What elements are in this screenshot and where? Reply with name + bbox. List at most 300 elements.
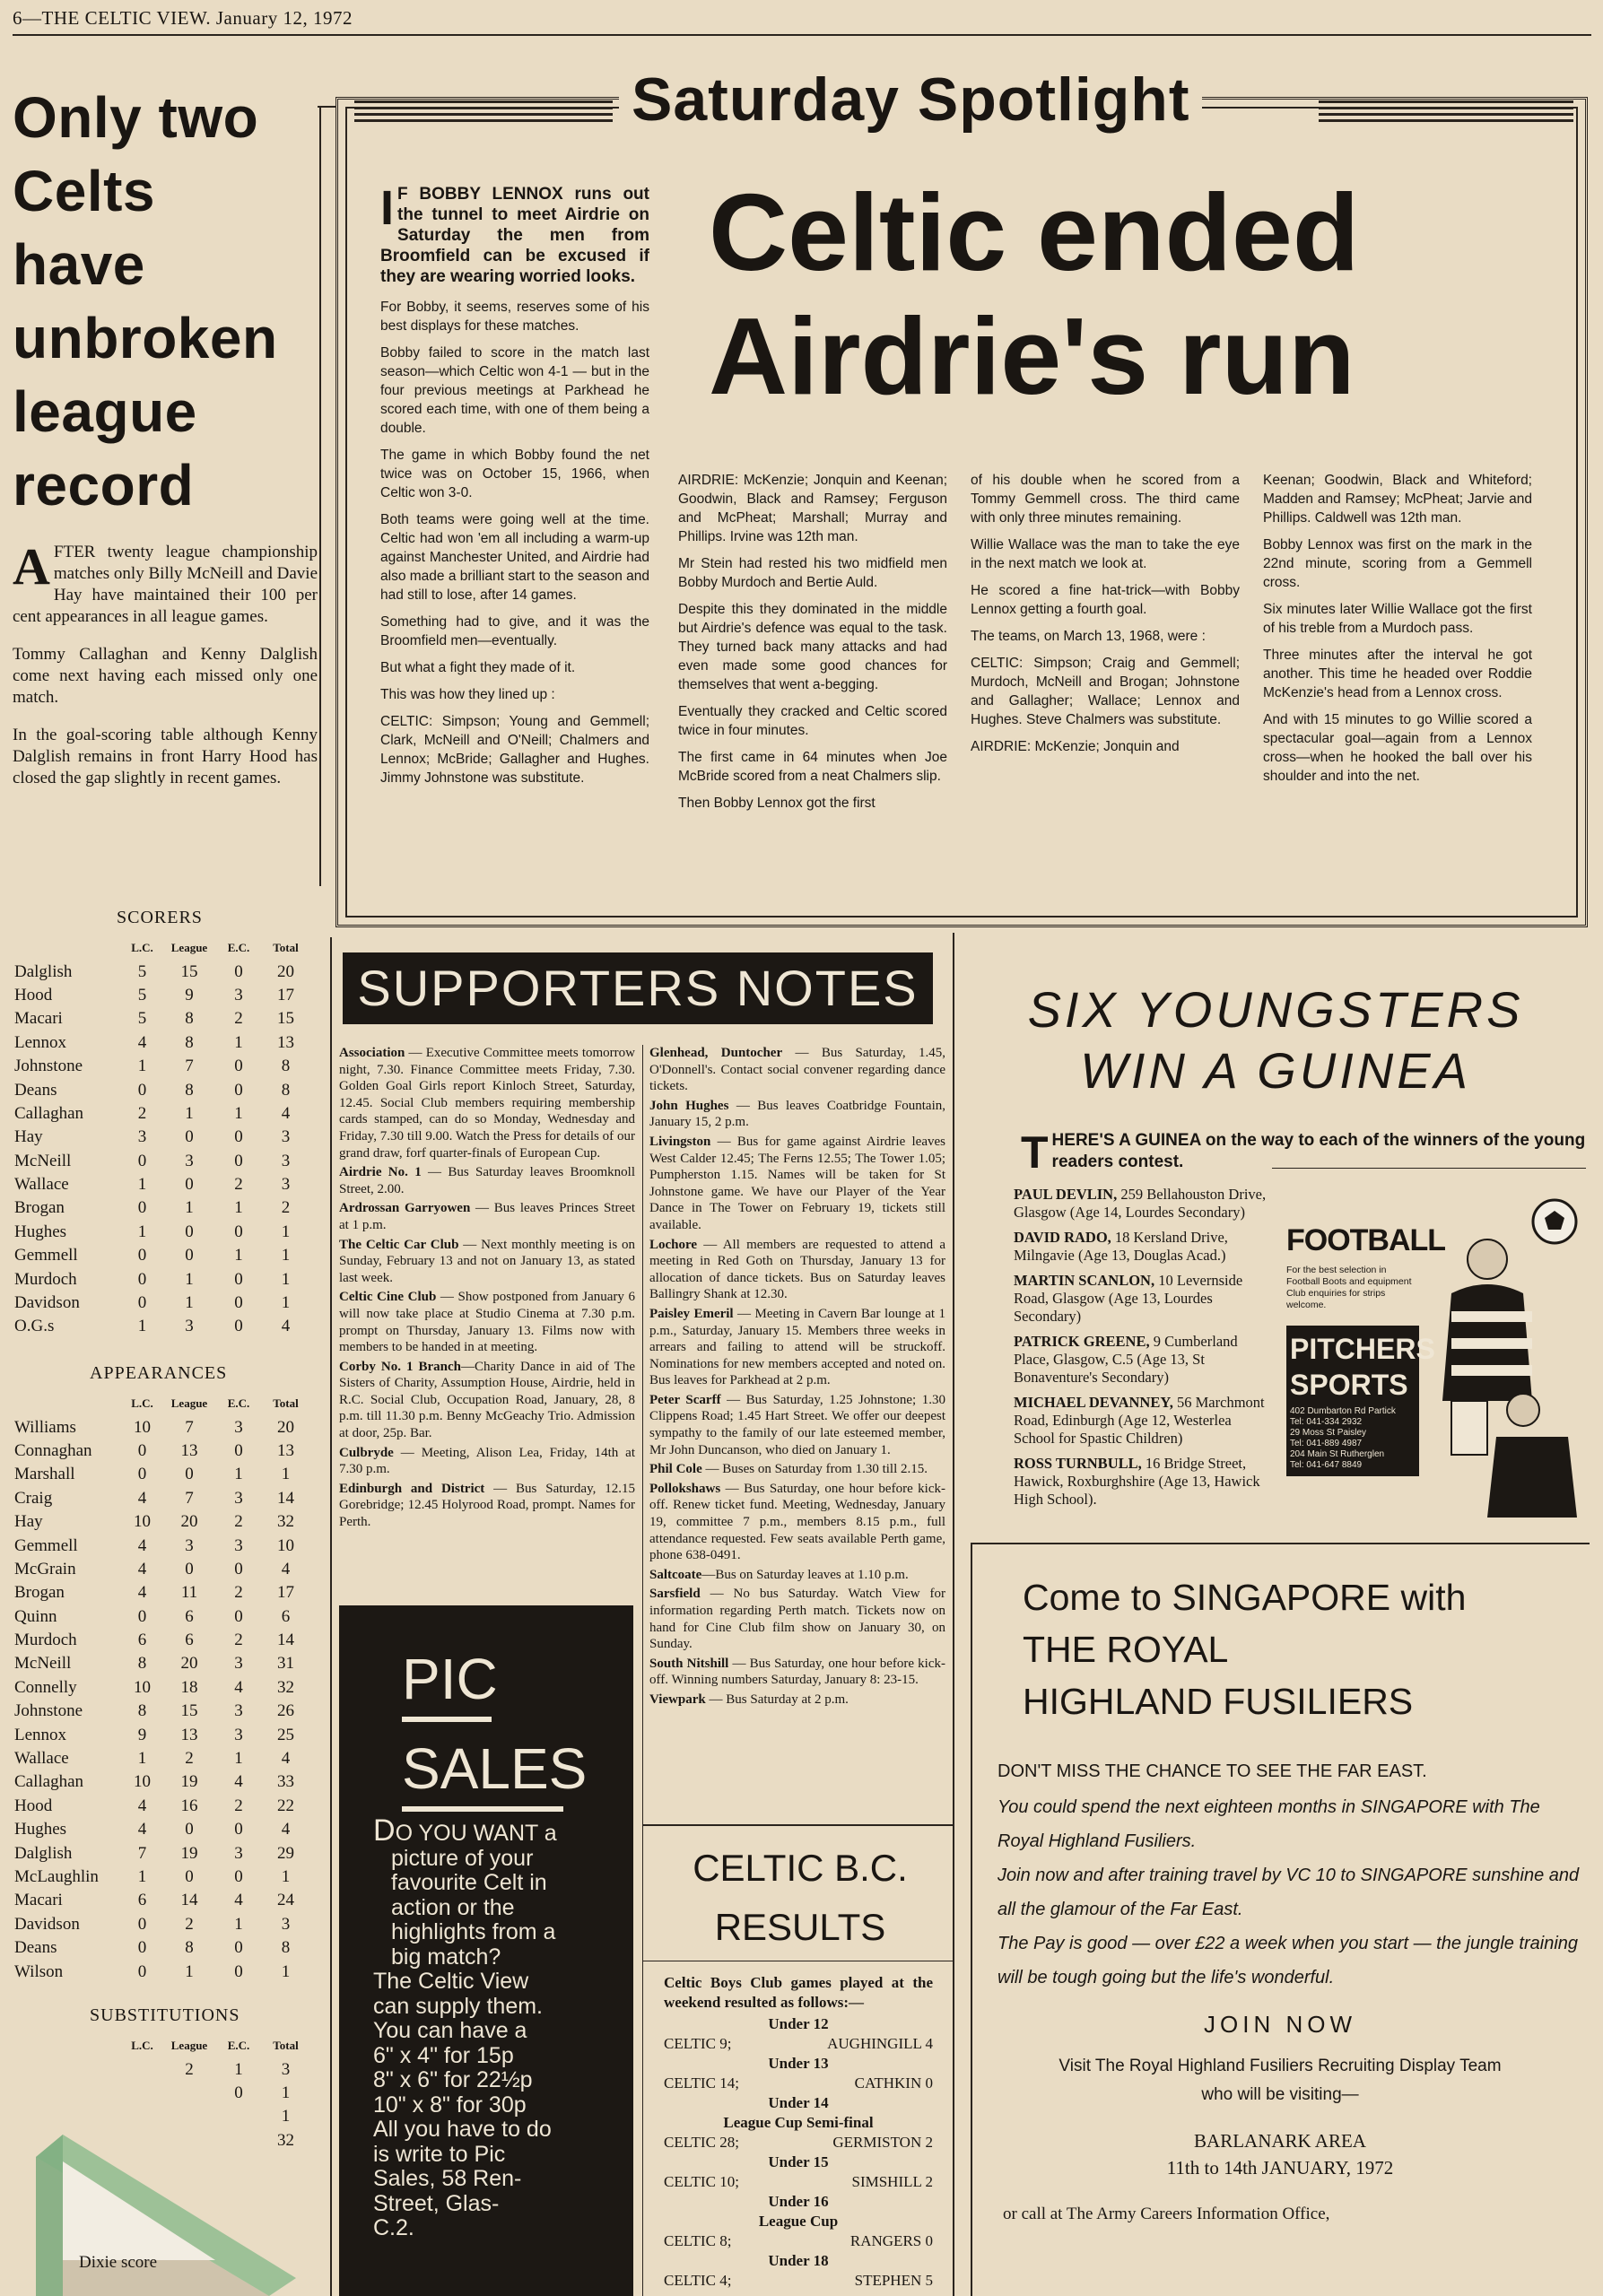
player-name: Gemmell	[14, 1535, 78, 1555]
stat-value: 4	[137, 1583, 147, 1603]
stat-value: 0	[234, 1440, 243, 1460]
stat-value: 1	[137, 1057, 147, 1076]
stat-value: 3	[281, 1127, 291, 1147]
stat-value: 1	[281, 1293, 291, 1313]
player-name: Dalglish	[14, 961, 73, 981]
article-paragraph: Bobby failed to score in the match last season—which Celtic won 4-1 — but in the four previous meetings at Parkhead he scored each time, with one of them being a double.	[380, 345, 649, 436]
result-row	[664, 2231, 933, 2251]
away-team: CATHKIN	[854, 2074, 922, 2092]
stat-value: 10	[134, 1677, 151, 1697]
headline-line: unbroken	[13, 306, 278, 370]
table-row	[14, 1581, 310, 1605]
stat-value: 29	[277, 1843, 294, 1863]
note-branch: Edinburgh and District	[339, 1481, 485, 1496]
stat-value: 2	[185, 1914, 194, 1934]
stat-value: 0	[234, 1961, 243, 1981]
pic-sales-line: Street, Glas-	[373, 2190, 500, 2216]
stat-value: 5	[137, 985, 147, 1004]
stat-value: 0	[234, 1127, 243, 1147]
note-text: — Bus leaves Princes Street at 1 p.m.	[339, 1201, 635, 1232]
scorers-title: SCORERS	[117, 908, 203, 927]
supporters-notes-banner: SUPPORTERS NOTES	[343, 952, 933, 1024]
age-group-label: Under 18	[768, 2252, 829, 2269]
corner-caption: Dixie score	[79, 2253, 158, 2272]
pitchers-sports-logo	[1286, 1326, 1435, 1476]
stat-value: 3	[281, 1175, 291, 1195]
age-group-label: Under 12	[768, 2015, 829, 2032]
stat-value: 1	[185, 1103, 194, 1123]
table-row	[14, 2082, 310, 2105]
top-rule	[13, 34, 1591, 36]
army-footer: or call at The Army Careers Information Office,	[1003, 2205, 1330, 2223]
stat-value: 0	[137, 1198, 147, 1218]
stat-value: 16	[180, 1796, 198, 1815]
spotlight-column-2	[678, 471, 947, 821]
stat-value: 0	[234, 1317, 243, 1336]
note-branch: Pollokshaws	[649, 1481, 721, 1496]
article-paragraph: Both teams were going well at the time. Celtic had won 'em all including a warm-up against Manchester United, and Airdrie had also made a brilliant start to the season and had still to lose, after 14 games.	[380, 512, 649, 603]
note-text: — All members are requested to attend a meeting in Red Goth on Thursday, January 13 for allocation of dance tickets. Bus on Saturday leaves Ballingry Shank at 12.30.	[649, 1237, 945, 1302]
stat-value: 13	[277, 1440, 294, 1460]
column-header: E.C.	[227, 1396, 250, 1411]
stat-value: 32	[277, 1512, 294, 1532]
stat-value: 7	[185, 1488, 194, 1508]
winner-name: DAVID RADO,	[1014, 1229, 1111, 1246]
stat-value: 17	[277, 1583, 294, 1603]
player-name: Wilson	[14, 1961, 64, 1981]
winner-name: MARTIN SCANLON,	[1014, 1272, 1155, 1289]
player-name: Deans	[14, 1938, 57, 1958]
table-row	[14, 1126, 310, 1149]
age-group-label: Under 16	[768, 2193, 829, 2210]
spotlight-headline	[709, 170, 1570, 418]
note-item	[649, 1134, 945, 1234]
stat-value: 0	[185, 1127, 194, 1147]
stat-value: 10	[134, 1417, 151, 1437]
winner-details: 18 Kersland Drive, Milngavie (Age 13, Douglas Acad.)	[1014, 1229, 1228, 1264]
article-paragraph: of his double when he scored from a Tommy Gemmell cross. The third came with only three minutes remaining.	[971, 473, 1240, 526]
stat-value: 1	[234, 1914, 243, 1934]
stat-value: 24	[277, 1891, 294, 1910]
note-text: — Meeting, Alison Lea, Friday, 14th at 7.30 p.m.	[339, 1445, 635, 1477]
player-name: McGrain	[14, 1559, 76, 1578]
note-item	[649, 1045, 945, 1095]
note-item	[339, 1200, 635, 1233]
stat-value: 0	[234, 1080, 243, 1100]
stat-value: 13	[180, 1725, 198, 1744]
ad-tagline: For the best selection in Football Boots and equipment Club enquiries for strips welcome.	[1286, 1265, 1412, 1310]
note-text: — Bus for game against Airdrie leaves West Calder 12.45; The Ferns 12.55; The Tower 1.05; Pumpherston 1.15. Names will be taken for St Johnstone game. We have our Player of the Year Dance in The Tower on February 19, tickets still available.	[649, 1134, 945, 1232]
army-dates: 11th to 14th JANUARY, 1972	[1166, 2157, 1394, 2179]
pic-sales-line: big match?	[391, 1944, 501, 1970]
stat-value: 3	[281, 1151, 291, 1170]
table-row	[14, 1487, 310, 1510]
left-column	[13, 81, 318, 805]
stat-value: 2	[185, 2059, 194, 2079]
stat-value: 5	[137, 961, 147, 981]
note-item	[649, 1586, 945, 1652]
stat-value: 4	[281, 1749, 291, 1769]
army-headline-line: Come to SINGAPORE with	[1023, 1577, 1467, 1618]
stat-value: 3	[185, 1151, 194, 1170]
column-rule	[642, 1045, 643, 2296]
spotlight-title: Saturday Spotlight	[619, 65, 1202, 135]
article-paragraph: Six minutes later Willie Wallace got the first of his treble from a Murdoch pass.	[1263, 602, 1532, 636]
stat-value: 0	[234, 1222, 243, 1241]
table-header-row	[14, 2034, 310, 2057]
stat-value: 0	[185, 1222, 194, 1241]
article-paragraph: For Bobby, it seems, reserves some of his best displays for these matches.	[380, 300, 649, 334]
table-row	[14, 1244, 310, 1267]
lead-text: F BOBBY LENNOX runs out the tunnel to meet Airdrie on Saturday the men from Broomfield can be excused if they are wearing worried looks.	[380, 185, 649, 286]
player-name: Connaghan	[14, 1440, 92, 1460]
winner-entry	[1014, 1333, 1267, 1387]
note-branch: Culbryde	[339, 1445, 394, 1460]
table-row	[14, 1315, 310, 1338]
army-paragraph: You could spend the next eighteen months in SINGAPORE with The Royal Highland Fusiliers.	[998, 1797, 1540, 1851]
player-name: Connelly	[14, 1677, 77, 1697]
winner-details: 16 Bridge Street, Hawick, Roxburghshire (Age 13, Hawick High School).	[1014, 1455, 1260, 1508]
winner-details: 56 Marchmont Road, Edinburgh (Age 12, Westerlea School for Spastic Children)	[1014, 1394, 1265, 1447]
age-group-label: Under 13	[768, 2055, 829, 2072]
pic-sales-line: 10" x 8" for 30p	[373, 2092, 527, 2118]
winner-name: PATRICK GREENE,	[1014, 1333, 1150, 1350]
army-paragraph: The Pay is good — over £22 a week when you start — the jungle training will be tough going but the life's wonderful.	[998, 1934, 1579, 1987]
article-paragraph: Keenan; Goodwin, Black and Whiteford; Madden and Ramsey; McPheat; Jarvie and Phillips. Caldwell was 12th man.	[1263, 473, 1532, 526]
stat-value: 1	[281, 1269, 291, 1289]
player-name: McNeill	[14, 1654, 72, 1674]
stat-value: 13	[180, 1440, 198, 1460]
stat-value: 20	[180, 1654, 198, 1674]
stat-value: 1	[185, 1961, 194, 1981]
folded-corner	[0, 2126, 323, 2296]
table-row	[14, 1078, 310, 1101]
note-branch: Ardrossan Garryowen	[339, 1201, 471, 1216]
stat-value: 8	[137, 1654, 147, 1674]
column-header: L.C.	[131, 1396, 153, 1411]
stat-value: 4	[137, 1796, 147, 1815]
stat-value: 0	[234, 1559, 243, 1578]
stat-value: 15	[180, 1701, 198, 1721]
column-header: L.C.	[131, 941, 153, 955]
stat-value: 8	[281, 1057, 291, 1076]
pic-sales-line: Sales, 58 Ren-	[373, 2166, 522, 2191]
stat-value: 20	[277, 961, 294, 981]
player-name: Callaghan	[14, 1103, 84, 1123]
stat-value: 3	[234, 1843, 243, 1863]
home-score: 9;	[719, 2035, 732, 2052]
player-name: Hay	[14, 1127, 43, 1147]
bc-results-title	[648, 1839, 953, 1957]
stat-value: 0	[137, 1151, 147, 1170]
spotlight-column-4	[1263, 471, 1532, 794]
stat-value: 15	[277, 1009, 294, 1029]
table-row	[14, 1652, 310, 1675]
table-row	[14, 1534, 310, 1557]
stat-value: 4	[281, 1103, 291, 1123]
note-text: — Buses on Saturday from 1.30 till 2.15.	[701, 1462, 928, 1477]
table-row	[14, 1196, 310, 1220]
appearances-title: APPEARANCES	[90, 1363, 228, 1383]
note-branch: Corby No. 1 Branch	[339, 1359, 462, 1374]
stat-value: 1	[234, 1749, 243, 1769]
stat-value: 1	[281, 2083, 291, 2102]
stat-value: 0	[137, 1293, 147, 1313]
table-row	[14, 1292, 310, 1315]
title-stripes-left	[354, 100, 613, 126]
stat-value: 2	[234, 1796, 243, 1815]
table-row	[14, 1747, 310, 1770]
table-row	[14, 1102, 310, 1126]
note-text: — Bus leaves Coatbridge Fountain, January 15, 2 p.m.	[649, 1098, 945, 1130]
result-row	[664, 2034, 933, 2054]
footballer-illustration-icon	[1416, 1186, 1586, 1518]
stat-value: 1	[234, 2059, 243, 2079]
stat-value: 0	[137, 1440, 147, 1460]
note-text: —Bus on Saturday leaves at 1.10 p.m.	[701, 1567, 909, 1582]
pic-sales-line: action or the	[391, 1894, 515, 1920]
stat-value: 4	[137, 1820, 147, 1839]
player-name: Johnstone	[14, 1701, 83, 1721]
player-name: Murdoch	[14, 1269, 77, 1289]
stat-value: 1	[137, 1317, 147, 1336]
note-item	[339, 1237, 635, 1287]
stat-value: 1	[234, 1246, 243, 1265]
stat-value: 0	[137, 1938, 147, 1958]
player-name: Davidson	[14, 1293, 80, 1313]
stat-value: 14	[277, 1488, 294, 1508]
table-row	[14, 1510, 310, 1534]
stat-value: 1	[281, 1246, 291, 1265]
note-text: — Executive Committee meets tomorrow night, 7.30. Finance Committee meets Friday, 7.30. Golden Goal Girls report Kinloch Street, Saturday, 12.45. Social Club members requiring membership cards stamped, can do so Monday, Wednesday and Friday, 7.30 till 9.00. Watch the Press for details of our grand draw, forf quarter-finals of European Cup.	[339, 1046, 635, 1161]
article-paragraph: The teams, on March 13, 1968, were :	[971, 629, 1206, 644]
table-row	[14, 1960, 310, 1983]
player-name: Quinn	[14, 1606, 57, 1626]
table-row	[14, 1913, 310, 1936]
stat-value: 4	[234, 1891, 243, 1910]
shop-address: Tel: 041-334 2932	[1290, 1417, 1363, 1427]
away-team: GERMISTON	[832, 2134, 922, 2151]
stat-value: 15	[180, 961, 198, 981]
stat-value: 1	[185, 1269, 194, 1289]
away-team: AUGHINGILL	[827, 2035, 922, 2052]
note-text: — Bus Saturday at 2 p.m.	[705, 1692, 849, 1707]
stat-value: 1	[137, 1867, 147, 1886]
stat-value: 8	[185, 1080, 194, 1100]
stat-value: 20	[277, 1417, 294, 1437]
stat-value: 6	[185, 1606, 194, 1626]
home-team: CELTIC	[664, 2232, 716, 2249]
stat-value: 1	[185, 1293, 194, 1313]
winner-name: PAUL DEVLIN,	[1014, 1186, 1118, 1203]
stat-value: 1	[137, 1175, 147, 1195]
winner-entry	[1014, 1455, 1267, 1509]
table-row	[14, 1055, 310, 1078]
stat-value: 31	[277, 1654, 294, 1674]
stat-value: 2	[234, 1631, 243, 1650]
note-branch: Glenhead, Duntocher	[649, 1046, 783, 1060]
spotlight-lead	[380, 181, 649, 287]
article-paragraph: But what a fight they made of it.	[380, 660, 576, 675]
player-name: Brogan	[14, 1198, 65, 1218]
army-headline-line: HIGHLAND FUSILIERS	[1023, 1681, 1414, 1722]
winner-entry	[1014, 1186, 1267, 1222]
stat-value: 0	[234, 1938, 243, 1958]
stat-value: 1	[281, 1961, 291, 1981]
stat-value: 7	[185, 1417, 194, 1437]
note-item	[649, 1656, 945, 1689]
table-row	[14, 1889, 310, 1912]
pic-sales-box	[339, 1605, 633, 2296]
note-text: — Bus Saturday leaves Broomknoll Street, 2.00.	[339, 1165, 635, 1196]
shop-address: 29 Moss St Paisley	[1290, 1428, 1367, 1438]
home-score: 8;	[719, 2232, 732, 2249]
stat-value: 0	[185, 1559, 194, 1578]
stat-value: 26	[277, 1701, 294, 1721]
football-heading: FOOTBALL	[1286, 1223, 1446, 1257]
stat-value: 3	[234, 1488, 243, 1508]
stat-value: 0	[137, 1269, 147, 1289]
article-paragraph: CELTIC: Simpson; Craig and Gemmell; Murdoch, McNeill and Brogan; Johnstone and Gallagher; Wallace; Lennox and Hughes. Steve Chalmers was substitute.	[971, 656, 1240, 727]
stat-value	[122, 2057, 162, 2081]
table-row	[14, 1415, 310, 1439]
column-header: League	[170, 1396, 208, 1411]
note-text: — Bus Saturday, one hour before kick-off. Winning numbers Saturday, January 8: 23-15.	[649, 1656, 946, 1688]
stat-value: 4	[281, 1559, 291, 1578]
stat-value: 0	[185, 1246, 194, 1265]
player-name: McLaughlin	[14, 1867, 99, 1886]
stat-value: 1	[281, 2107, 291, 2126]
article-paragraph: Tommy Callaghan and Kenny Dalglish come next having each missed only one match.	[13, 645, 318, 707]
player-name: Callaghan	[14, 1772, 84, 1792]
stat-value: 1	[234, 1465, 243, 1484]
note-branch: Livingston	[649, 1134, 711, 1149]
column-rule	[953, 933, 954, 2296]
age-group-label: Under 14	[768, 2094, 829, 2111]
stat-value: 2	[234, 1512, 243, 1532]
stat-value: 8	[137, 1701, 147, 1721]
lead-text: HERE'S A GUINEA on the way to each of the winners of the young readers contest.	[1051, 1131, 1586, 1171]
article-paragraph: The game in which Bobby found the net twice was on October 15, 1966, when Celtic won 3-0.	[380, 448, 649, 500]
column-header: Total	[273, 1396, 299, 1411]
player-name: Gemmell	[14, 1246, 78, 1265]
scorers-table	[14, 936, 310, 1339]
pitchers-sports-ad	[1272, 1168, 1586, 1526]
stat-value: 0	[234, 2083, 243, 2102]
article-paragraph: FTER twenty league championship matches only Billy McNeill and Davie Hay have maintained their 100 per cent appearances in all league games.	[13, 543, 318, 626]
stat-value: 4	[234, 1772, 243, 1792]
headline-line: Celtic ended	[709, 171, 1360, 293]
stat-value: 8	[281, 1080, 291, 1100]
stat-value: 32	[277, 1677, 294, 1697]
player-name: O.G.s	[14, 1317, 55, 1336]
note-item	[649, 1237, 945, 1303]
stat-value: 0	[185, 1820, 194, 1839]
stat-value: 0	[234, 1293, 243, 1313]
article-paragraph: He scored a fine hat-trick—with Bobby Lennox getting a fourth goal.	[971, 583, 1240, 617]
page-folio: 6—THE CELTIC VIEW. January 12, 1972	[13, 7, 353, 29]
supporters-notes-column-2	[649, 1045, 945, 1711]
article-paragraph: Mr Stein had rested his two midfield men Bobby Murdoch and Bertie Auld.	[678, 556, 947, 590]
note-branch: Sarsfield	[649, 1587, 701, 1602]
player-name: Murdoch	[14, 1631, 77, 1650]
age-group-label: League Cup Semi-final	[723, 2114, 874, 2131]
youngsters-winners	[1014, 1186, 1267, 1516]
note-branch: Lochore	[649, 1237, 698, 1252]
home-team: CELTIC	[664, 2173, 716, 2190]
column-header: League	[170, 941, 208, 955]
home-score: 4;	[719, 2272, 732, 2289]
result-row	[664, 2133, 933, 2152]
stat-value: 0	[137, 1961, 147, 1981]
away-score: 2	[925, 2134, 933, 2151]
stat-value: 0	[234, 961, 243, 981]
note-text: — Next monthly meeting is on Sunday, February 13 and not on January 13, as stated last week.	[339, 1237, 636, 1285]
stat-value: 3	[185, 1535, 194, 1555]
youngsters-headline	[971, 979, 1581, 1101]
dropcap: D	[373, 1813, 396, 1848]
note-text: — Bus Saturday, 1.25 Johnstone; 1.30 Clippens Road; 1.45 Hart Street. We offer our deepest sympathy to the family of our late esteemed member, Mr John Duncanson, who died on January 1.	[649, 1392, 945, 1457]
away-score: 4	[925, 2035, 933, 2052]
column-header: L.C.	[131, 2039, 153, 2053]
note-branch: South Nitshill	[649, 1656, 729, 1671]
player-name: Hughes	[14, 1820, 67, 1839]
stat-value: 3	[234, 1417, 243, 1437]
home-team: CELTIC	[664, 2074, 716, 2092]
player-name: Hughes	[14, 1222, 67, 1241]
brand-line: SPORTS	[1290, 1369, 1408, 1401]
stat-value: 0	[137, 1606, 147, 1626]
away-team: SIMSHILL	[851, 2173, 922, 2190]
stat-value: 17	[277, 985, 294, 1004]
note-branch: John Hughes	[649, 1098, 729, 1113]
age-group-label: League Cup	[758, 2213, 839, 2230]
table-row	[14, 1723, 310, 1746]
table-row	[14, 1770, 310, 1794]
winner-details: 259 Bellahouston Drive, Glasgow (Age 14, Lourdes Secondary)	[1014, 1186, 1267, 1221]
note-item	[649, 1692, 945, 1709]
stat-value: 10	[277, 1535, 294, 1555]
table-row	[14, 1818, 310, 1841]
army-headline-line: THE ROYAL	[1023, 1629, 1229, 1670]
stat-value: 19	[180, 1843, 198, 1863]
pic-sales-line: 8" x 6" for 22½p	[373, 2067, 533, 2092]
article-paragraph: Then Bobby Lennox got the first	[678, 796, 876, 811]
player-name: Johnstone	[14, 1057, 83, 1076]
stat-value: 0	[185, 1175, 194, 1195]
player-name: Hood	[14, 985, 53, 1004]
note-item	[339, 1045, 635, 1161]
army-area: BARLANARK AREA	[1194, 2130, 1366, 2152]
youngsters-headline-line: SIX YOUNGSTERS	[1027, 981, 1524, 1038]
article-paragraph: Eventually they cracked and Celtic scored twice in four minutes.	[678, 704, 947, 738]
stat-value: 22	[277, 1796, 294, 1815]
table-row	[14, 1841, 310, 1865]
stat-value: 3	[234, 1654, 243, 1674]
stat-value: 0	[234, 1820, 243, 1839]
shop-address: 204 Main St Rutherglen	[1290, 1449, 1385, 1459]
pic-sales-line	[373, 1813, 624, 1848]
stat-value: 0	[234, 1057, 243, 1076]
column-header: E.C.	[227, 2039, 250, 2053]
army-join-now: JOIN NOW	[1204, 2011, 1356, 2038]
note-item	[649, 1098, 945, 1131]
table-row	[14, 1173, 310, 1196]
dropcap: T	[1021, 1127, 1049, 1178]
stat-value: 1	[137, 1749, 147, 1769]
column-header: Total	[273, 941, 299, 955]
away-score: 0	[925, 2074, 933, 2092]
